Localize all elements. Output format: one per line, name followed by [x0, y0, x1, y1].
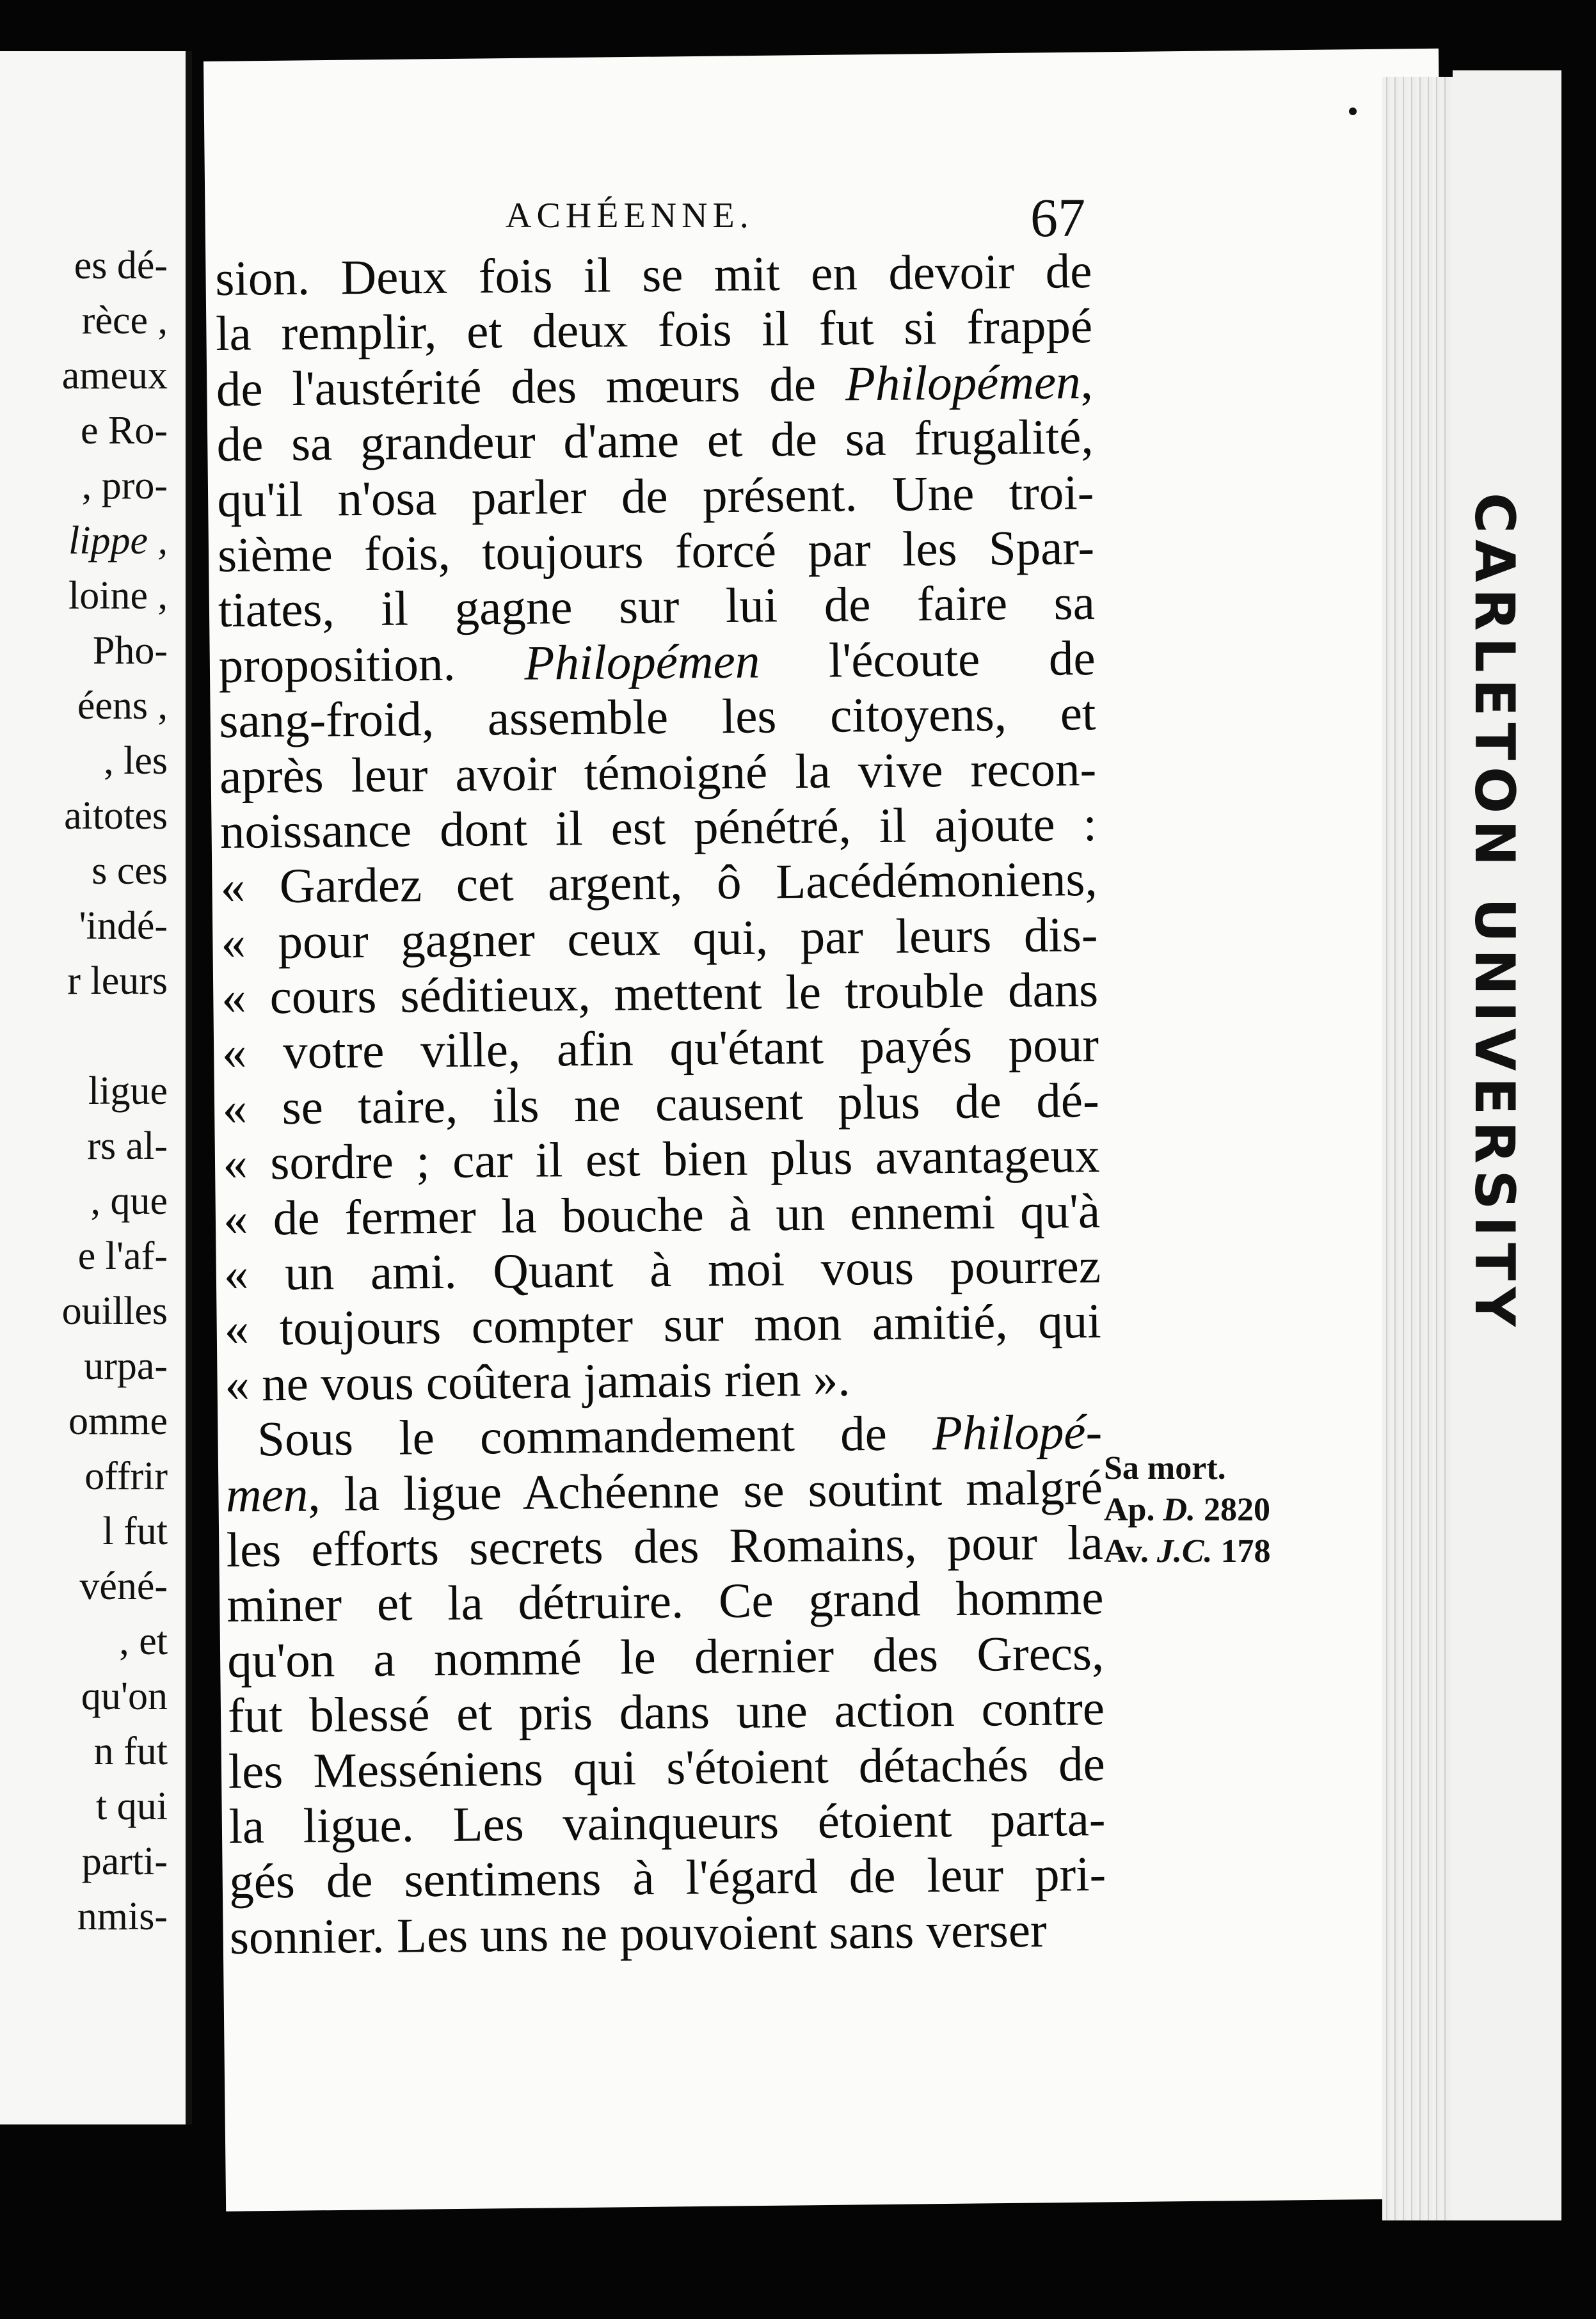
left-page-line: véné- [79, 1565, 168, 1608]
library-stamp: CARLETON UNIVERSITY [1462, 493, 1526, 1334]
italic-name: men [225, 1466, 308, 1522]
text-line [221, 907, 1098, 969]
text-segment: sion. Deux fois il se mit en devoir de [215, 243, 1092, 306]
italic-name: Philopémen [845, 353, 1081, 411]
text-line [216, 298, 1093, 361]
text-line [220, 796, 1097, 859]
text-segment: « se taire, ils ne causent plus de dé- [222, 1072, 1100, 1135]
text-segment: sang-froid, assemble les citoyens, et [219, 685, 1096, 749]
margin-note-line-2: Ap. D. 2820 [1104, 1492, 1271, 1528]
text-segment: qu'il n'osa parler de présent. Une troi- [217, 464, 1094, 527]
text-segment: , [1080, 353, 1094, 409]
text-segment: proposition. [218, 635, 525, 693]
text-line [219, 685, 1096, 748]
text-segment: « toujours compter sur mon amitié, qui [224, 1293, 1102, 1357]
text-line [215, 243, 1092, 306]
text-line [229, 1846, 1106, 1909]
text-segment: fut blessé et pris dans une action contre [227, 1680, 1105, 1744]
left-page-line: r leurs [67, 959, 168, 1003]
left-facing-page [0, 51, 192, 2124]
left-page-line: es dé- [74, 244, 168, 287]
text-line [224, 1293, 1101, 1356]
left-page-line: , pro- [81, 464, 168, 507]
text-segment: « pour gagner ceux qui, par leurs dis- [221, 906, 1098, 969]
italic-name: Philopé- [932, 1404, 1103, 1461]
italic-name: Philopémen [524, 633, 760, 690]
text-segment: « sordre ; car il est bien plus avantageux [223, 1128, 1100, 1191]
text-segment: Sous le commandement de [257, 1405, 933, 1467]
text-segment: l'écoute de [759, 630, 1096, 689]
text-line [230, 1902, 1107, 1964]
text-line [221, 962, 1099, 1024]
text-segment: de l'austérité des mœurs de [216, 356, 846, 417]
text-line [225, 1404, 1103, 1467]
text-line [216, 409, 1094, 472]
text-segment: gés de sentimens à l'égard de leur pri- [228, 1846, 1106, 1909]
page-number: 67 [1030, 187, 1085, 248]
text-line [222, 1017, 1099, 1080]
left-page-line: ligue [88, 1069, 168, 1113]
text-segment: la remplir, et deux fois il fut si frappé [215, 298, 1093, 362]
left-page-line: urpa- [84, 1344, 168, 1388]
text-segment: qu'on a nommé le dernier des Grecs, [227, 1625, 1105, 1688]
text-line [228, 1791, 1106, 1854]
left-page-line: t qui [96, 1785, 168, 1828]
text-segment: « ne vous coûtera jamais rien ». [225, 1351, 850, 1412]
left-page-line: rèce , [81, 299, 168, 342]
left-page-line: offrir [84, 1454, 168, 1498]
left-page-line: s ces [92, 849, 168, 893]
text-line [228, 1736, 1105, 1799]
text-segment: après leur avoir témoigné la vive recon- [219, 740, 1097, 804]
text-line [227, 1625, 1105, 1688]
left-page-line: n fut [93, 1730, 168, 1773]
left-page-line: loine , [68, 574, 168, 618]
text-line [224, 1238, 1101, 1301]
left-page-line: , et [119, 1620, 168, 1663]
text-line [223, 1183, 1101, 1246]
margin-note-line-1: Sa mort. [1104, 1450, 1226, 1486]
text-segment: la ligue. Les vainqueurs étoient parta- [228, 1790, 1106, 1854]
left-page-line: e Ro- [80, 409, 168, 452]
text-line [228, 1680, 1105, 1743]
text-line [226, 1515, 1103, 1577]
ink-dot [1349, 108, 1357, 115]
left-page-line: lippe , [68, 519, 168, 562]
left-page-line: omme [68, 1399, 168, 1443]
left-page-line: parti- [81, 1840, 168, 1883]
text-line [222, 1072, 1099, 1135]
text-segment: noissance dont il est pénétré, il ajoute : [219, 795, 1097, 859]
margin-note-line-3: Av. J.C. 178 [1104, 1533, 1271, 1570]
text-line [218, 520, 1095, 582]
left-page-line: , que [90, 1179, 168, 1223]
left-page-line: e l'af- [77, 1234, 168, 1278]
left-page-line: 'indé- [79, 904, 168, 948]
left-page-line: ouilles [61, 1289, 168, 1333]
text-segment: « un ami. Quant à moi vous pourrez [223, 1238, 1101, 1301]
text-segment: les Messéniens qui s'étoient détachés de [228, 1735, 1106, 1799]
text-line [227, 1570, 1104, 1632]
left-page-line: , les [104, 739, 168, 783]
text-segment: « Gardez cet argent, ô Lacédémoniens, [220, 851, 1097, 914]
text-segment: « cours séditieux, mettent le trouble dans [221, 962, 1099, 1025]
text-segment: , la ligue Achéenne se soutint malgré [307, 1459, 1103, 1522]
left-page-line: nmis- [77, 1895, 168, 1938]
text-line [225, 1349, 1102, 1412]
left-page-line: éens , [77, 684, 168, 728]
left-page-line: l fut [102, 1510, 168, 1553]
text-segment: « votre ville, afin qu'étant payés pour [221, 1017, 1099, 1080]
left-page-line: qu'on [81, 1675, 168, 1718]
text-segment: sième fois, toujours forcé par les Spar- [217, 519, 1095, 582]
text-segment: sonnier. Les uns ne pouvoient sans verser [229, 1902, 1047, 1964]
left-page-line: ameux [61, 354, 168, 397]
text-line [217, 465, 1094, 527]
left-page-line: Pho- [92, 629, 168, 673]
text-line [219, 741, 1097, 804]
text-line [218, 630, 1096, 693]
running-head: ACHÉENNE. [506, 196, 754, 235]
left-page-line: aitotes [64, 794, 168, 838]
text-segment: tiates, il gagne sur lui de faire sa [218, 575, 1096, 638]
body-text [215, 243, 1106, 1964]
text-line [216, 354, 1094, 417]
text-line [218, 575, 1096, 637]
text-line [226, 1460, 1103, 1522]
text-segment: « de fermer la bouche à un ennemi qu'à [223, 1183, 1101, 1246]
text-line [223, 1128, 1100, 1190]
text-segment: miner et la détruire. Ce grand homme [227, 1570, 1104, 1633]
text-line [220, 851, 1097, 914]
left-page-line: rs al- [87, 1124, 168, 1168]
text-segment: les efforts secrets des Romains, pour la [226, 1514, 1104, 1577]
text-segment: de sa grandeur d'ame et de sa frugalité, [216, 409, 1094, 472]
